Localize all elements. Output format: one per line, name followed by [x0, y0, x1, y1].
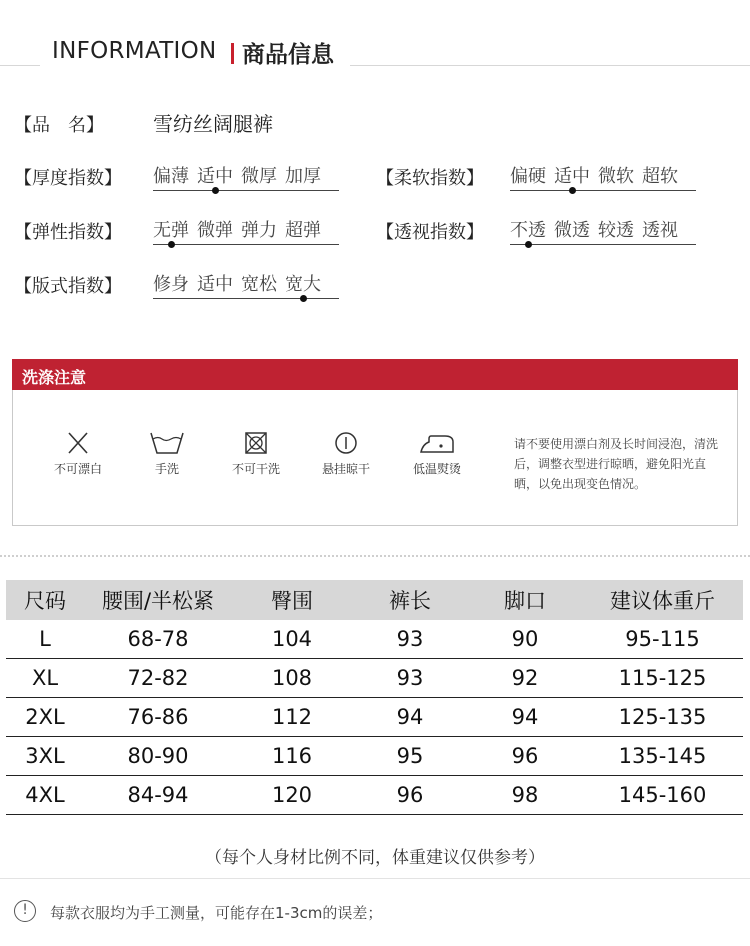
table-cell: 76-86: [84, 698, 232, 737]
scale-option: 宽大: [285, 274, 321, 295]
wash-care-note: 请不要使用漂白剂及长时间浸泡，清洗后，调整衣型进行晾晒，避免阳光直晒，以免出现变色情况。: [514, 437, 719, 491]
wash-item-label: 悬挂晾干: [321, 462, 370, 476]
header-title-en: INFORMATION: [52, 38, 217, 64]
table-cell: 104: [232, 620, 352, 659]
table-cell: 112: [232, 698, 352, 737]
table-cell: 93: [352, 620, 468, 659]
table-cell: 108: [232, 659, 352, 698]
scale-option: 不透: [510, 220, 546, 241]
size-table-header: 尺码: [6, 580, 84, 620]
weight-disclaimer: （每个人身材比例不同，体重建议仅供参考）: [205, 848, 545, 868]
table-cell: 93: [352, 659, 468, 698]
elasticity-label: 【弹性指数】: [14, 222, 122, 243]
hang-dry-icon: [332, 430, 360, 456]
wash-item-no-dry: [216, 430, 296, 477]
table-cell: 90: [468, 620, 582, 659]
table-cell: 2XL: [6, 698, 84, 737]
size-table: [6, 580, 743, 815]
scale-option: 超弹: [285, 220, 321, 241]
transparency-label: 【透视指数】: [376, 222, 484, 243]
wash-item-hand-wash: [127, 430, 207, 477]
low-iron-icon: [417, 430, 457, 456]
scale-options: [510, 162, 696, 188]
elasticity-scale: [153, 216, 339, 246]
scale-option: 加厚: [285, 166, 321, 187]
scale-marker: [300, 295, 307, 302]
table-row: [6, 620, 743, 659]
wash-item-hang-dry: [306, 430, 386, 477]
size-table-header: 建议体重斤: [582, 580, 743, 620]
scale-line: [510, 244, 696, 245]
table-cell: 68-78: [84, 620, 232, 659]
scale-option: 无弹: [153, 220, 189, 241]
table-cell: 120: [232, 776, 352, 815]
scale-option: 超软: [642, 166, 678, 187]
no-tumble-dry-icon: [242, 430, 270, 456]
table-cell: 4XL: [6, 776, 84, 815]
no-bleach-icon: [63, 430, 93, 456]
scale-options: [153, 270, 339, 296]
table-cell: 116: [232, 737, 352, 776]
scale-line: [153, 190, 339, 191]
scale-option: 微弹: [197, 220, 233, 241]
scale-option: 偏硬: [510, 166, 546, 187]
size-table-header-row: [6, 580, 743, 620]
footer-rule: [0, 878, 750, 879]
scale-option: 修身: [153, 274, 189, 295]
scale-line: [153, 244, 339, 245]
scale-option: 弹力: [241, 220, 277, 241]
softness-scale: [510, 162, 696, 192]
wash-item-label: 低温熨烫: [412, 462, 461, 476]
table-cell: 95-115: [582, 620, 743, 659]
product-name-value: 雪纺丝阔腿裤: [153, 112, 273, 136]
table-cell: 72-82: [84, 659, 232, 698]
table-row: [6, 776, 743, 815]
scale-option: 微透: [554, 220, 590, 241]
scale-option: 适中: [197, 274, 233, 295]
wash-care-title: 洗涤注意: [22, 368, 87, 387]
fit-label: 【版式指数】: [14, 276, 122, 297]
wash-item-label: 手洗: [154, 462, 179, 476]
dotted-divider: [0, 555, 750, 557]
product-name-label: 【品 名】: [14, 115, 104, 136]
table-cell: 96: [352, 776, 468, 815]
size-table-header: 脚口: [468, 580, 582, 620]
table-cell: 80-90: [84, 737, 232, 776]
scale-option: 宽松: [241, 274, 277, 295]
table-cell: 94: [468, 698, 582, 737]
thickness-scale: [153, 162, 339, 192]
scale-option: 偏薄: [153, 166, 189, 187]
softness-label: 【柔软指数】: [376, 168, 484, 189]
scale-marker: [525, 241, 532, 248]
scale-line: [153, 298, 339, 299]
table-cell: 94: [352, 698, 468, 737]
scale-option: 较透: [598, 220, 634, 241]
scale-options: [153, 162, 339, 188]
scale-marker: [569, 187, 576, 194]
scale-options: [510, 216, 696, 242]
thickness-label: 【厚度指数】: [14, 168, 122, 189]
hand-wash-icon: [149, 430, 185, 456]
header-title-zh: 商品信息: [242, 42, 334, 68]
scale-option: 透视: [642, 220, 678, 241]
table-cell: 135-145: [582, 737, 743, 776]
measurement-warning: 每款衣服均为手工测量，可能存在1-3cm的误差；: [50, 904, 383, 922]
scale-option: 微厚: [241, 166, 277, 187]
fit-scale: [153, 270, 339, 300]
table-cell: 115-125: [582, 659, 743, 698]
wash-item-label: 不可漂白: [53, 462, 102, 476]
table-cell: 98: [468, 776, 582, 815]
wash-care-header: [12, 359, 738, 390]
table-cell: 96: [468, 737, 582, 776]
scale-option: 微软: [598, 166, 634, 187]
scale-marker: [212, 187, 219, 194]
size-table-header: 臀围: [232, 580, 352, 620]
transparency-scale: [510, 216, 696, 246]
size-table-header: 裤长: [352, 580, 468, 620]
table-cell: 84-94: [84, 776, 232, 815]
scale-option: 适中: [554, 166, 590, 187]
warning-icon: !: [14, 900, 36, 922]
table-cell: L: [6, 620, 84, 659]
table-cell: 3XL: [6, 737, 84, 776]
wash-item-no-bleach: [38, 430, 118, 477]
wash-item-low-iron: [397, 430, 477, 477]
table-row: [6, 698, 743, 737]
header-accent-bar: [231, 43, 234, 64]
table-row: [6, 737, 743, 776]
table-row: [6, 659, 743, 698]
scale-option: 适中: [197, 166, 233, 187]
wash-item-label: 不可干洗: [231, 462, 280, 476]
table-cell: 92: [468, 659, 582, 698]
table-cell: 145-160: [582, 776, 743, 815]
scale-options: [153, 216, 339, 242]
table-cell: XL: [6, 659, 84, 698]
scale-line: [510, 190, 696, 191]
size-table-header: 腰围/半松紧: [84, 580, 232, 620]
table-cell: 125-135: [582, 698, 743, 737]
table-cell: 95: [352, 737, 468, 776]
scale-marker: [168, 241, 175, 248]
